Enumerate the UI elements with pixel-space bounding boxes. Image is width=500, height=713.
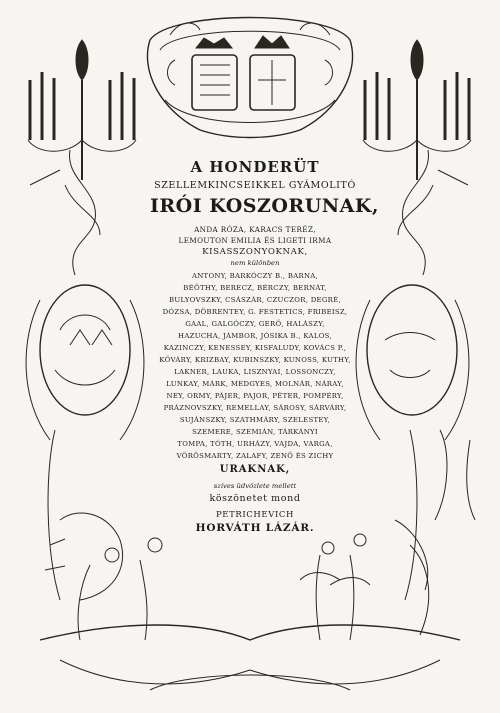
names-line: ANTONY, BARKÓCZY B., BARNA,	[191, 272, 319, 281]
bottom-ornament-base	[40, 534, 460, 690]
names-line: KŐVÁRY, KRIZBAY, KUBINSZKY, KUNOSS, KUTHY,	[159, 356, 351, 365]
names-line: PRÁZNOVSZKY, REMELLAY, SÁROSY, SÁRVÁRY,	[163, 404, 347, 413]
names-line: TOMPA, TÓTH, URHÁZY, VAJDA, VARGA,	[177, 440, 333, 449]
wish-line: szíves üdvözlete mellett	[213, 482, 297, 491]
title-line: A HONDERÜT	[190, 158, 320, 176]
subtitle-line: SZELLEMKINCSEIKKEL GYÁMOLITÓ	[154, 180, 356, 191]
names-line: GAAL, GALGÓCZY, GERŐ, HALÁSZY,	[185, 320, 325, 329]
names-line: LUNKAY, MÁRK, MEDGYES, MOLNÁR, NÁRAY,	[166, 380, 344, 389]
coat-of-arms-crest	[147, 18, 352, 138]
in-particular-line: nem különben	[230, 258, 280, 267]
signer-last-name: HORVÁTH LÁZÁR.	[195, 522, 315, 535]
ladies-line-1: ANDA RÓZA, KARACS TERÉZ,	[194, 224, 316, 234]
names-line: SUJÁNSZKY, SZATHMÁRY, SZELESTEY,	[179, 416, 331, 425]
headline: IRÓI KOSZORUNAK,	[150, 194, 380, 217]
signer-first-name: PETRICHEVICH	[215, 509, 295, 520]
thanks-line: köszönetet mond	[209, 493, 301, 505]
author-names-list	[150, 270, 360, 462]
names-line: NEY, ORMY, PÁJER, PAJOR, PÉTER, POMPÉRY,	[166, 392, 344, 401]
names-line: LAKNER, LAUKA, LISZNYAI, LOSSONCZY,	[174, 368, 336, 377]
ladies-line-2: LEMOUTON EMILIA ÉS LIGETI IRMA	[178, 235, 332, 245]
names-line: HAZUCHA, JÁMBOR, JÓSIKA B., KALOS,	[178, 332, 332, 341]
gentlemen-title: URAKNAK,	[219, 464, 291, 476]
names-line: SZEMERE, SZEMIÁN, TÁRKÁNYI	[192, 428, 318, 437]
dedication-text	[150, 158, 380, 535]
right-candelabra-column	[356, 40, 475, 600]
names-line: BÉÖTHY, BERECZ, BÉRCZY, BERNÁT,	[183, 284, 327, 293]
left-candelabra-column	[26, 40, 144, 600]
names-line: VÖRÖSMARTY, ZALAFY, ZENŐ ÉS ZICHY	[176, 452, 334, 461]
names-line: DÓZSA, DÖBRENTEY, G. FESTETICS, FRIBEISZ,	[162, 308, 348, 317]
names-line: KAZINCZY, KENESSEY, KISFALUDY, KOVÁCS P.,	[163, 344, 347, 353]
ladies-title: KISASSZONYOKNAK,	[202, 246, 308, 257]
names-line: BULYOVSZKY, CSÁSZÁR, CZUCZOR, DEGRÉ,	[168, 296, 341, 305]
